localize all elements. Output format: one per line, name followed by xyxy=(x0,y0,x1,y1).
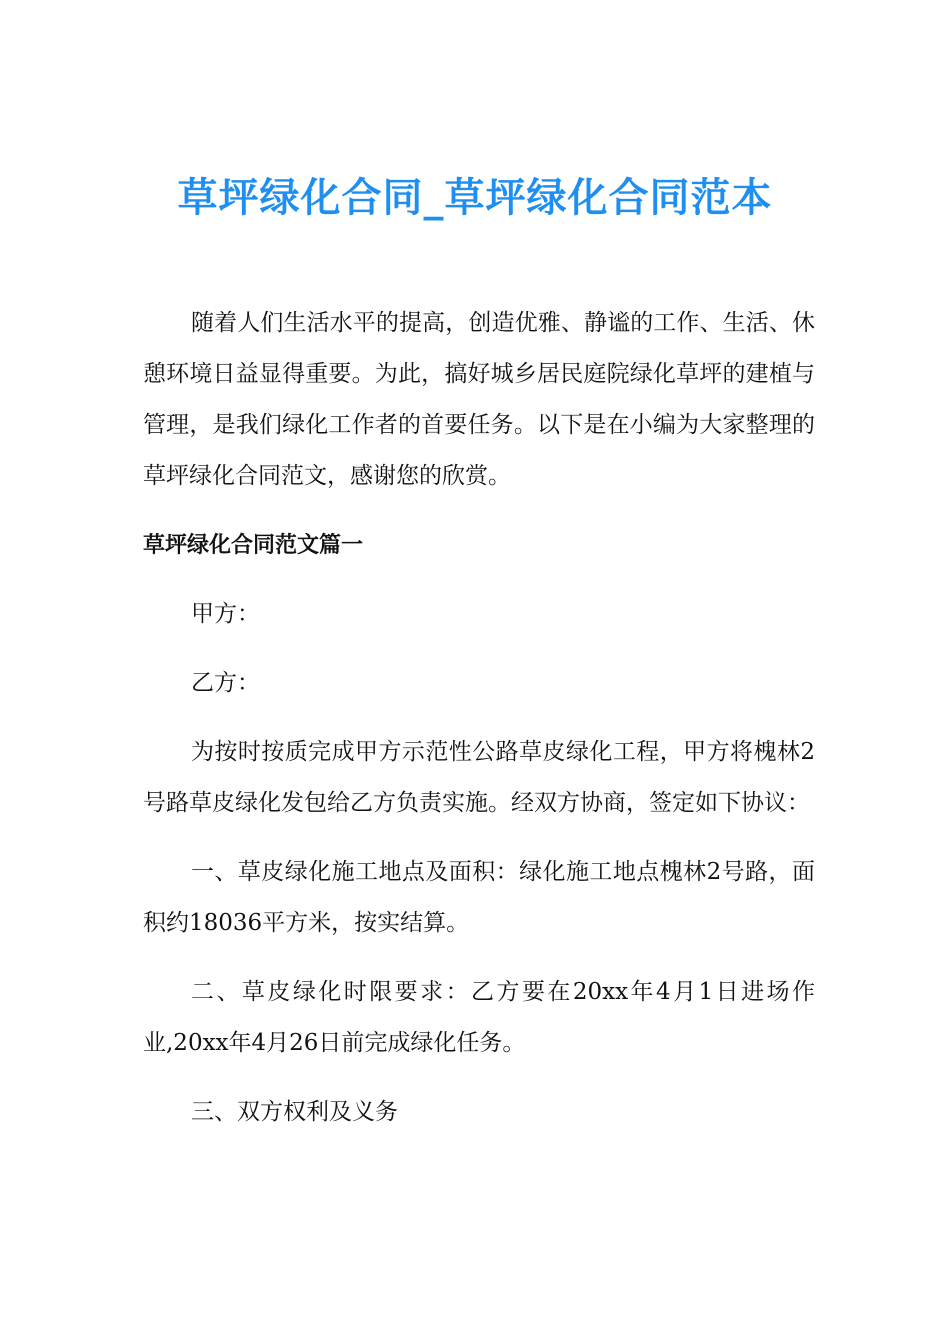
preamble-paragraph: 为按时按质完成甲方示范性公路草皮绿化工程，甲方将槐林2号路草皮绿化发包给乙方负责实施。经双方协商，签定如下协议： xyxy=(143,739,815,816)
intro-paragraph: 随着人们生活水平的提高，创造优雅、静谧的工作、生活、休憩环境日益显得重要。为此，搞好城乡居民庭院绿化草坪的建植与管理，是我们绿化工作者的首要任务。以下是在小编为大家整理的草坪绿化合同范文，感谢您的欣赏。 xyxy=(143,310,815,489)
party-b-line: 乙方： xyxy=(191,670,260,696)
document-body xyxy=(143,298,815,1138)
document-title: 草坪绿化合同_草坪绿化合同范本 xyxy=(177,175,773,221)
section-heading: 草坪绿化合同范文篇一 xyxy=(143,533,364,558)
clause-2-paragraph: 二、草皮绿化时限要求：乙方要在20xx年4月1日进场作业,20xx年4月26日前完成绿化任务。 xyxy=(143,979,815,1056)
clause-3-paragraph: 三、双方权利及义务 xyxy=(191,1099,398,1125)
clause-1-paragraph: 一、草皮绿化施工地点及面积：绿化施工地点槐林2号路，面积约18036平方米，按实结算。 xyxy=(143,859,815,936)
party-a-line: 甲方： xyxy=(191,601,260,627)
